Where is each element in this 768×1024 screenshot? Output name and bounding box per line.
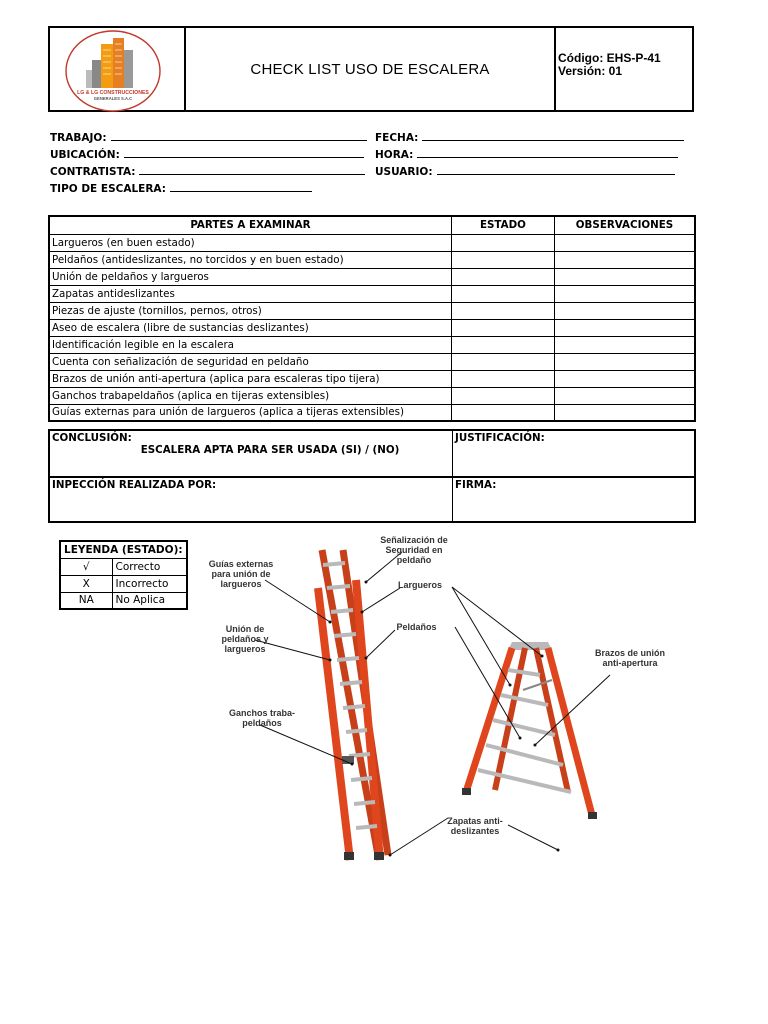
row-label: Zapatas antideslizantes (49, 285, 451, 302)
row-label: Brazos de unión anti-apertura (aplica para escaleras tipo tijera) (49, 370, 451, 387)
row-label: Identificación legible en la escalera (49, 336, 451, 353)
row-label: Cuenta con señalización de seguridad en peldaño (49, 353, 451, 370)
inspeccion-label: INPECCIÓN REALIZADA POR: (52, 479, 217, 491)
observaciones-cell[interactable] (555, 268, 695, 285)
table-row (49, 268, 695, 285)
legend-row (60, 575, 187, 592)
estado-cell[interactable] (451, 319, 554, 336)
row-label: Ganchos trabapeldaños (aplica en tijeras extensibles) (49, 387, 451, 404)
legend-symbol: NA (60, 592, 112, 609)
row-label: Guías externas para unión de largueros (aplica a tijeras extensibles) (49, 404, 451, 421)
observaciones-cell[interactable] (555, 387, 695, 404)
estado-cell[interactable] (451, 285, 554, 302)
observaciones-cell[interactable] (555, 319, 695, 336)
step-ladder-icon (462, 642, 597, 819)
label-largueros: Largueros (397, 580, 442, 590)
trabajo-field[interactable] (50, 130, 367, 144)
ubicacion-line[interactable] (124, 147, 364, 158)
table-row (49, 285, 695, 302)
usuario-label: USUARIO: (375, 166, 433, 178)
legend-meaning: No Aplica (112, 592, 187, 609)
legend-meaning: Correcto (112, 558, 187, 575)
hora-line[interactable] (417, 147, 678, 158)
observaciones-cell[interactable] (555, 302, 695, 319)
estado-cell[interactable] (451, 268, 554, 285)
header-partes: PARTES A EXAMINAR (49, 216, 451, 234)
document-code: Código: EHS-P-41 (558, 51, 661, 65)
document-header (48, 26, 694, 112)
usuario-field[interactable] (375, 164, 675, 178)
table-row (49, 387, 695, 404)
trabajo-line[interactable] (111, 130, 367, 141)
hora-label: HORA: (375, 149, 414, 161)
legend-row (60, 592, 187, 609)
hora-field[interactable] (375, 147, 678, 161)
table-row (49, 251, 695, 268)
ubicacion-field[interactable] (50, 147, 364, 161)
label-union: Unión de peldaños y largueros (221, 624, 269, 654)
tipo-field[interactable] (50, 181, 312, 195)
trabajo-label: TRABAJO: (50, 132, 107, 144)
label-brazos: Brazos de unión anti-apertura (594, 648, 665, 668)
legend-title: LEYENDA (ESTADO): (60, 541, 187, 558)
observaciones-cell[interactable] (555, 353, 695, 370)
legend-meaning: Incorrecto (112, 575, 187, 592)
header-estado: ESTADO (451, 216, 554, 234)
row-label: Unión de peldaños y largueros (49, 268, 451, 285)
table-row (49, 302, 695, 319)
observaciones-cell[interactable] (555, 285, 695, 302)
contratista-line[interactable] (139, 164, 365, 175)
fecha-field[interactable] (375, 130, 684, 144)
fecha-line[interactable] (422, 130, 684, 141)
table-row (49, 353, 695, 370)
contratista-label: CONTRATISTA: (50, 166, 136, 178)
tipo-label: TIPO DE ESCALERA: (50, 183, 166, 195)
table-row (49, 336, 695, 353)
observaciones-cell[interactable] (555, 370, 695, 387)
row-label: Aseo de escalera (libre de sustancias deslizantes) (49, 319, 451, 336)
conclusion-text[interactable]: ESCALERA APTA PARA SER USADA (SI) / (NO) (140, 444, 400, 456)
observaciones-cell[interactable] (555, 234, 695, 251)
estado-cell[interactable] (451, 234, 554, 251)
estado-cell[interactable] (451, 353, 554, 370)
estado-cell[interactable] (451, 336, 554, 353)
svg-text:LG & LG CONSTRUCCIONES: LG & LG CONSTRUCCIONES (77, 90, 149, 96)
legend-symbol: √ (60, 558, 112, 575)
document-code-block (556, 28, 692, 110)
company-logo (52, 30, 184, 112)
document-version: Versión: 01 (558, 64, 623, 78)
header-observaciones: OBSERVACIONES (555, 216, 695, 234)
observaciones-cell[interactable] (555, 251, 695, 268)
table-row (49, 319, 695, 336)
ubicacion-label: UBICACIÓN: (50, 149, 120, 161)
label-guias: Guías externas para unión de largueros (208, 559, 274, 589)
conclusion-block (48, 429, 696, 523)
table-row (49, 404, 695, 421)
observaciones-cell[interactable] (555, 336, 695, 353)
label-ganchos: Ganchos traba-peldaños (228, 708, 295, 728)
usuario-line[interactable] (437, 164, 675, 175)
estado-cell[interactable] (451, 404, 554, 421)
estado-cell[interactable] (451, 387, 554, 404)
estado-cell[interactable] (451, 302, 554, 319)
row-label: Largueros (en buen estado) (49, 234, 451, 251)
firma-label: FIRMA: (455, 479, 497, 491)
row-label: Peldaños (antideslizantes, no torcidos y en buen estado) (49, 251, 451, 268)
logo-cell (50, 28, 186, 110)
checklist-table (48, 215, 696, 422)
document-title: CHECK LIST USO DE ESCALERA (186, 28, 556, 110)
fecha-label: FECHA: (375, 132, 419, 144)
table-row (49, 234, 695, 251)
legend-symbol: X (60, 575, 112, 592)
label-senalizacion: Señalización de Seguridad en peldaño (380, 535, 448, 565)
legend-table (59, 540, 188, 610)
tipo-line[interactable] (170, 181, 312, 192)
label-peldanos: Peldaños (396, 622, 437, 632)
conclusion-label: CONCLUSIÓN: (52, 432, 132, 444)
extension-ladder-icon (318, 550, 388, 860)
table-header-row (49, 216, 695, 234)
contratista-field[interactable] (50, 164, 365, 178)
justificacion-label: JUSTIFICACIÓN: (455, 432, 545, 444)
observaciones-cell[interactable] (555, 404, 695, 421)
label-zapatas: Zapatas anti-deslizantes (447, 816, 503, 836)
legend-row (60, 558, 187, 575)
row-label: Piezas de ajuste (tornillos, pernos, otros) (49, 302, 451, 319)
estado-cell[interactable] (451, 251, 554, 268)
svg-text:GENERALES S.A.C: GENERALES S.A.C (93, 96, 133, 101)
estado-cell[interactable] (451, 370, 554, 387)
table-row (49, 370, 695, 387)
